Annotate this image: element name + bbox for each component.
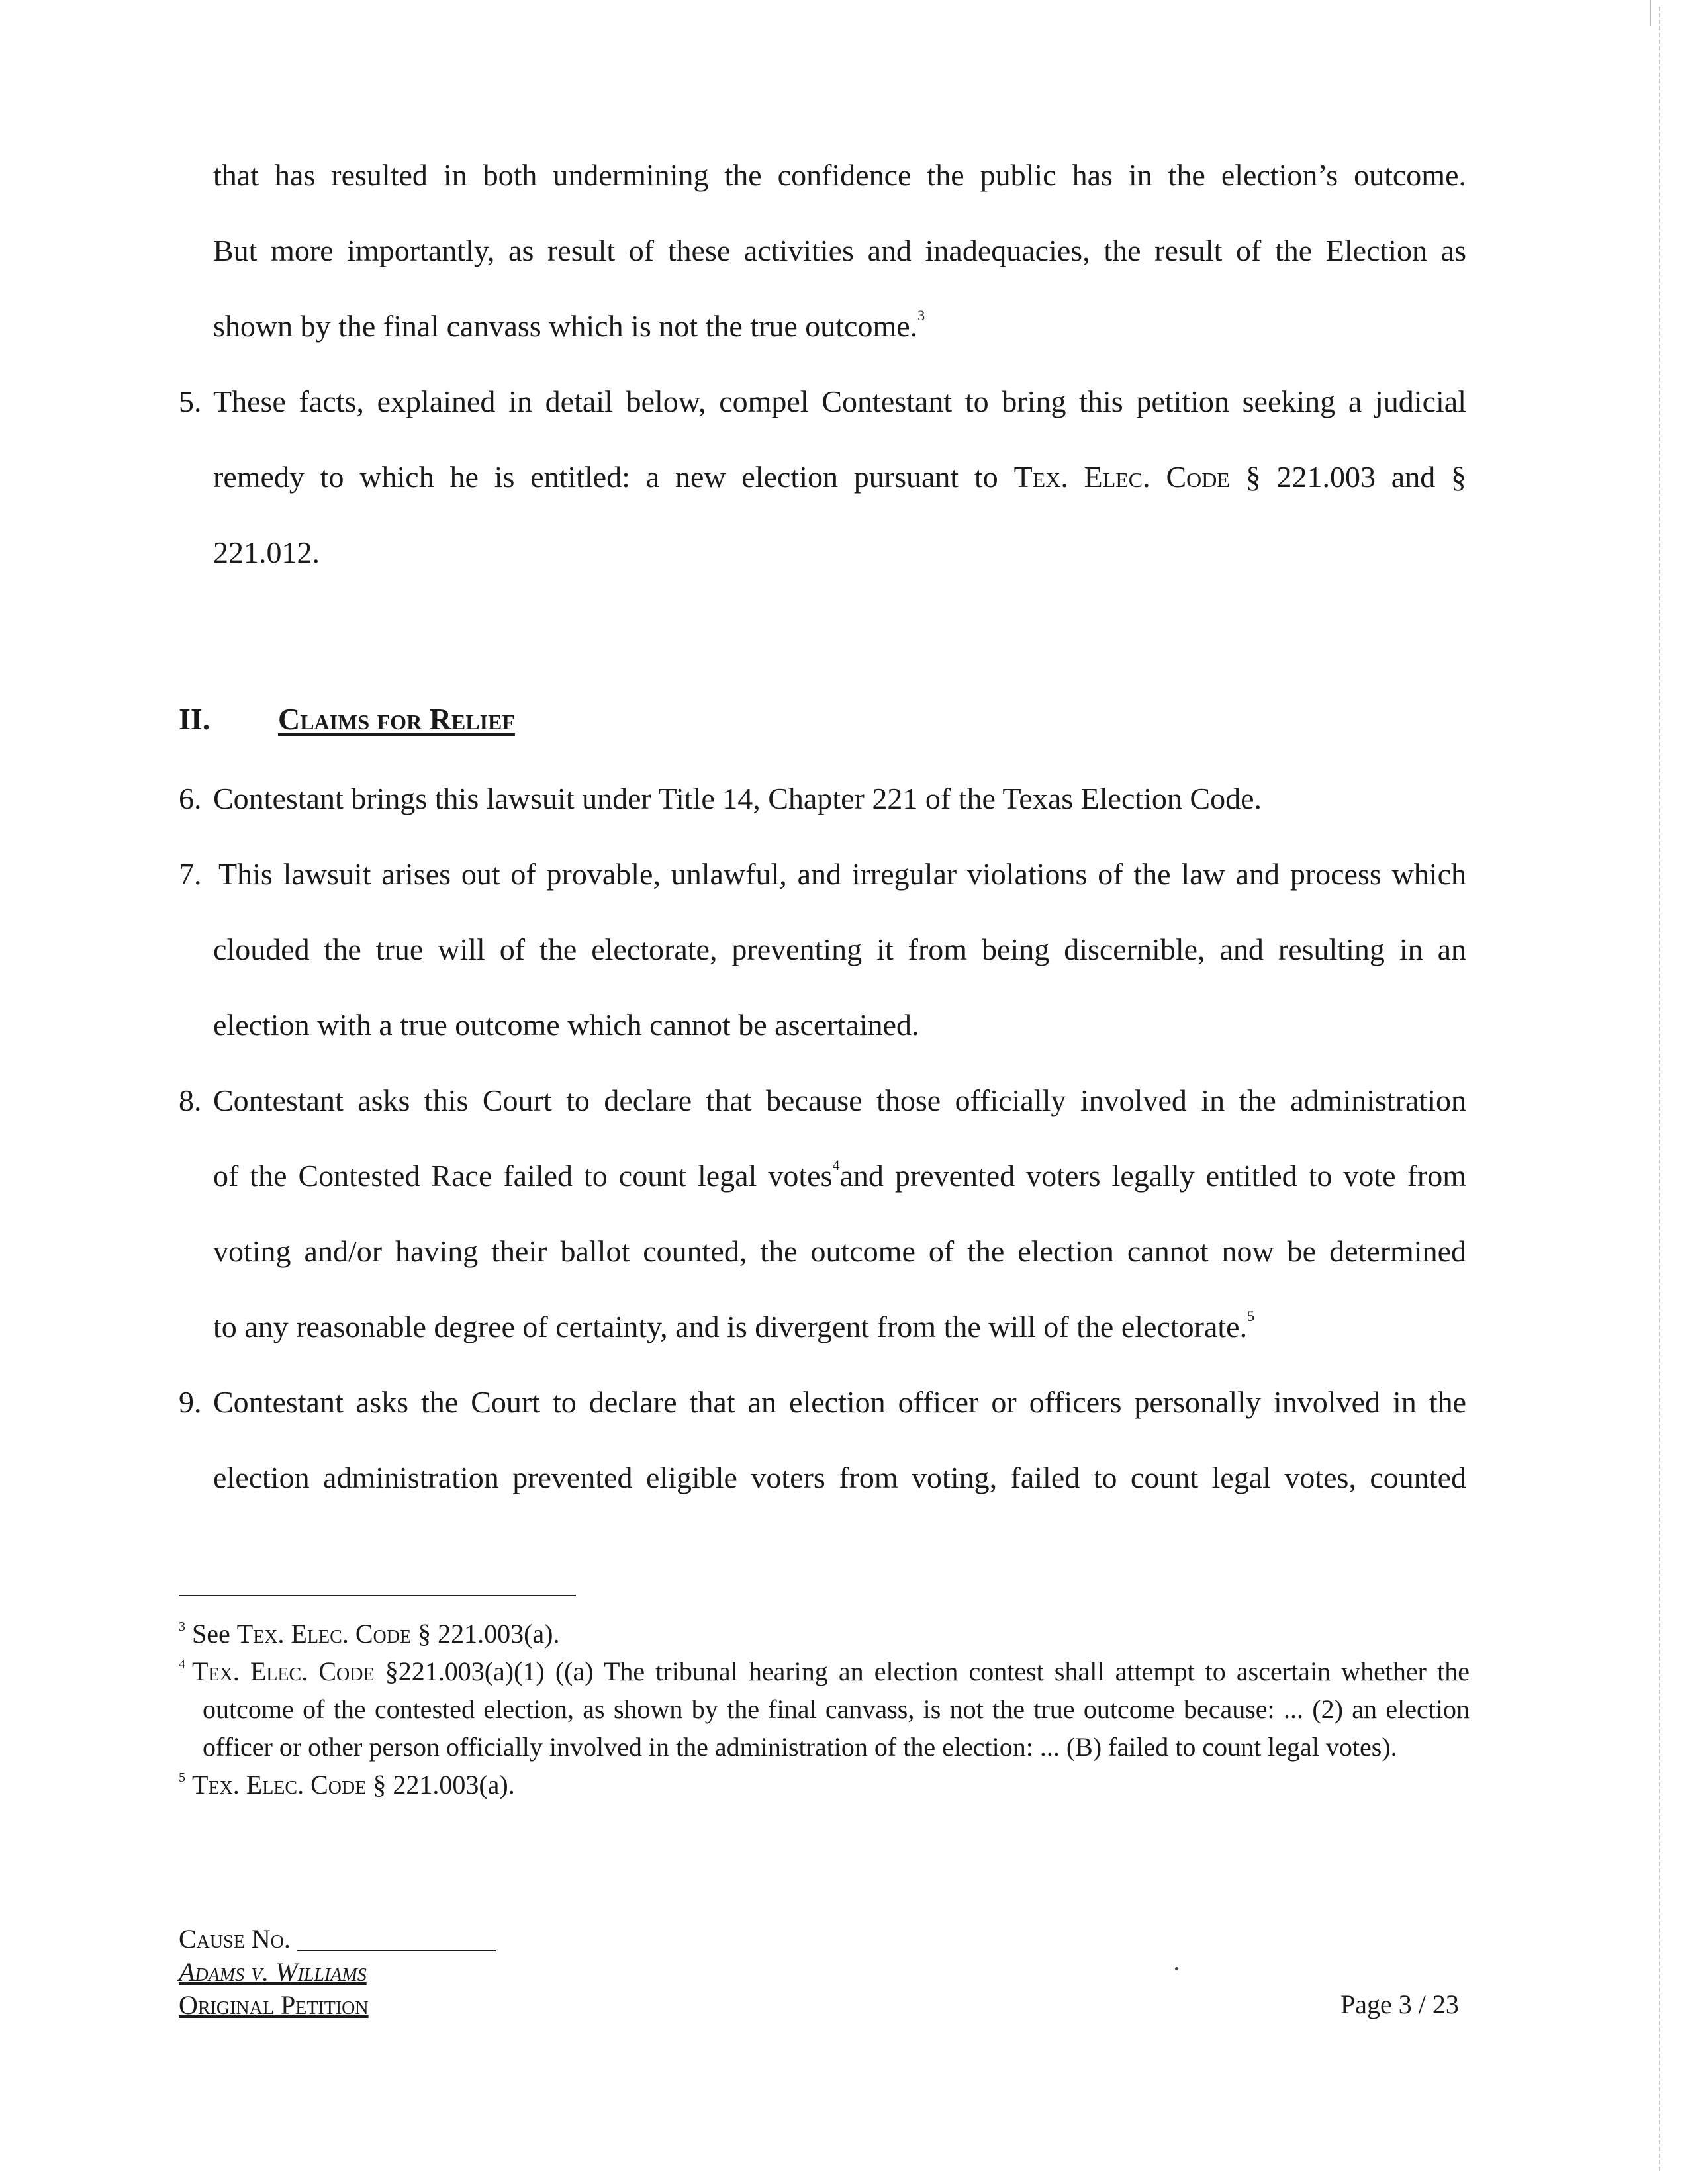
paragraph-8-line-2 (213, 1158, 1466, 1193)
page-footer (179, 1923, 496, 2022)
text: See (192, 1619, 237, 1649)
paragraph-8-line-3 (213, 1234, 1466, 1269)
text: shown by the final canvass which is not the true outcome. (213, 309, 918, 343)
cause-blank: _______________ (290, 1924, 496, 1954)
section-number: II. (179, 702, 211, 736)
footnote-3: 3 See Tex. Elec. Code § 221.003(a). (179, 1619, 560, 1649)
paragraph-5-line-1 (213, 384, 1466, 419)
paragraph-7-line-3 (213, 1007, 919, 1042)
cause-number-line (179, 1923, 496, 1956)
text: of the Contested Race failed to count legal votes (213, 1159, 833, 1193)
text: This lawsuit arises out of provable, unlawful, and irregular violations of the law and process which (218, 857, 1466, 891)
section-heading: Claims for Relief (278, 702, 515, 736)
page-number: Page 3 / 23 (1340, 1989, 1459, 2019)
paragraph-8-number: 8. (179, 1083, 202, 1117)
text: Contestant asks the Court to declare that an election officer or officers personally involved in the (213, 1385, 1466, 1419)
footnote-ref[interactable]: 3 (917, 307, 925, 324)
scan-edge-mark (1650, 0, 1651, 26)
footnote-5: 5 Tex. Elec. Code § 221.003(a). (179, 1770, 515, 1799)
text: § 221.003(a). (366, 1770, 515, 1799)
paragraph-5-line-3 (213, 535, 320, 570)
paragraph-4-line-3 (213, 308, 925, 343)
text: election with a true outcome which cannot be ascertained. (213, 1008, 919, 1042)
text: clouded the true will of the electorate, preventing it from being discernible, and resulting in an (213, 933, 1466, 966)
text: But more importantly, as result of these activities and inadequacies, the result of the Election as (213, 234, 1466, 267)
cause-label: Cause No. (179, 1924, 291, 1954)
paragraph-8-line-1 (213, 1083, 1466, 1118)
text: election administration prevented eligible voters from voting, failed to count legal votes, counted (213, 1461, 1466, 1494)
case-name-text: Adams v. Williams (179, 1957, 367, 1987)
paragraph-7-line-2 (213, 932, 1466, 967)
footnote-ref[interactable]: 5 (1247, 1308, 1255, 1324)
paragraph-6-line-1 (213, 781, 1262, 816)
document-title-text: Original Petition (179, 1990, 369, 2020)
paragraph-4-line-1 (213, 158, 1466, 193)
paragraph-7-line-1 (218, 856, 1466, 891)
text: § 221.003 and § (1229, 460, 1467, 494)
paragraph-9-number: 9. (179, 1385, 202, 1419)
paragraph-8-line-4 (213, 1309, 1254, 1344)
text: Contestant brings this lawsuit under Title 14, Chapter 221 of the Texas Election Code. (213, 782, 1262, 815)
paragraph-9-line-1 (213, 1385, 1466, 1420)
text: to any reasonable degree of certainty, and is divergent from the will of the electorate. (213, 1310, 1248, 1343)
code-citation: Tex. Elec. Code (192, 1770, 367, 1799)
scan-speck (1175, 1967, 1178, 1970)
text: that has resulted in both undermining the confidence the public has in the election’s outcome. (213, 158, 1466, 192)
document-title (179, 1989, 496, 2022)
text: and prevented voters legally entitled to vote from (839, 1159, 1466, 1193)
paragraph-6-number: 6. (179, 782, 202, 815)
code-citation: Tex. Elec. Code (236, 1619, 412, 1649)
case-name (179, 1956, 496, 1989)
text: These facts, explained in detail below, compel Contestant to bring this petition seeking a judicial (213, 385, 1466, 418)
paragraph-5-line-2 (213, 459, 1466, 494)
footnote-separator (179, 1595, 576, 1596)
footnote-ref[interactable]: 4 (832, 1157, 840, 1173)
text: §221.003(a)(1) ((a) The tribunal hearing an election contest shall attempt to ascertain whether the outcome of the contested election, as shown by the final canvass, is not the true outcome because: ... (2) an election officer or other person officially involved in the administration of the election: ... (B) failed to count legal votes). (203, 1657, 1470, 1762)
paragraph-7-number: 7. (179, 857, 202, 891)
text: remedy to which he is entitled: a new election pursuant to (213, 460, 1014, 494)
footnotes (179, 1615, 1470, 1803)
paragraph-4-line-2 (213, 233, 1466, 268)
text: § 221.003(a). (411, 1619, 560, 1649)
paragraph-5-number: 5. (179, 385, 202, 418)
text: voting and/or having their ballot counted, the outcome of the election cannot now be determined (213, 1234, 1466, 1268)
text: 221.012. (213, 535, 320, 569)
scan-edge-artifact (1659, 7, 1660, 2171)
paragraph-9-line-2 (213, 1460, 1466, 1495)
code-citation: Tex. Elec. Code (192, 1657, 375, 1686)
code-citation: Tex. Elec. Code (1013, 460, 1230, 494)
footnote-4: 4 Tex. Elec. Code §221.003(a)(1) ((a) The tribunal hearing an election contest shall attempt to ascertain whether the outcome of the contested election, as shown by the final canvass, is not the true outcome because: ... (2) an election officer or other person officially involved in the administration of the election: ... (B) failed to count legal votes). (179, 1657, 1470, 1762)
text: Contestant asks this Court to declare that because those officially involved in the administration (213, 1083, 1466, 1117)
